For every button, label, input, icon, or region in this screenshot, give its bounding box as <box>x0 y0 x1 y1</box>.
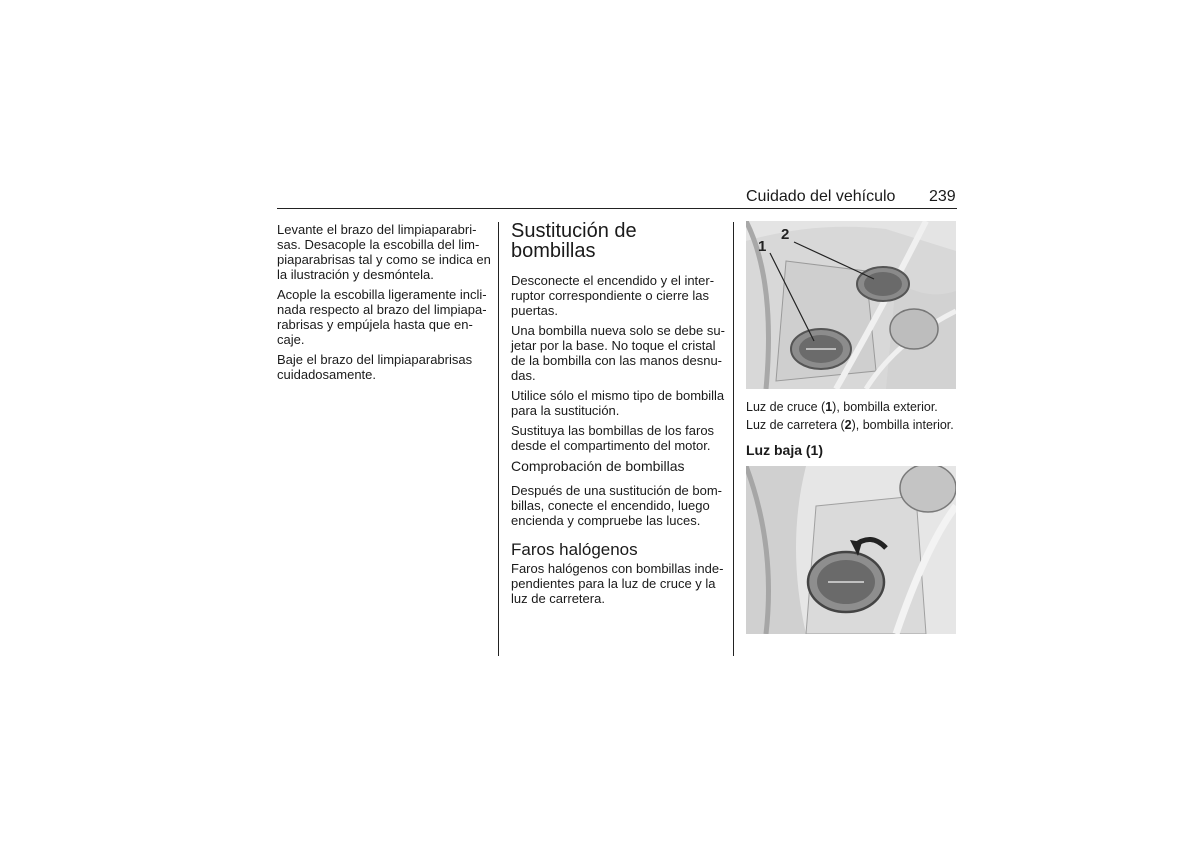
paragraph: Una bombilla nueva solo se debe su- jetar por la base. No toque el cristal de la bombilla con las manos desnu- das. <box>511 323 725 383</box>
headlamp-figure <box>746 221 956 389</box>
paragraph: Acople la escobilla ligeramente incli- nada respecto al brazo del limpiapa- rabrisas y empújela hasta que en- caje. <box>277 287 487 347</box>
section-heading: Faros halógenos <box>511 540 638 559</box>
header-rule <box>277 208 957 209</box>
subheading: Luz baja (1) <box>746 442 824 458</box>
right-column-subheading <box>746 442 956 458</box>
left-column <box>277 222 492 387</box>
paragraph: Faros halógenos con bombillas inde- pendientes para la luz de cruce y la luz de carretera. <box>511 561 724 606</box>
page-number: 239 <box>929 188 956 205</box>
paragraph: Utilice sólo el mismo tipo de bombilla para la sustitución. <box>511 388 725 418</box>
paragraph: Desconecte el encendido y el inter- ruptor correspondiente o cierre las puertas. <box>511 273 715 318</box>
low-beam-illustration <box>746 466 956 634</box>
paragraph: Sustituya las bombillas de los faros desde el compartimento del motor. <box>511 423 715 453</box>
paragraph: Después de una sustitución de bom- billas, conecte el encendido, luego encienda y compruebe las luces. <box>511 483 723 528</box>
middle-column <box>511 221 726 611</box>
headlamp-illustration <box>746 221 956 389</box>
figure-caption-1: Luz de cruce (1), bombilla exterior. <box>746 400 938 414</box>
column-divider-left <box>498 222 499 656</box>
figure-caption-2: Luz de carretera (2), bombilla interior. <box>746 418 954 432</box>
low-beam-figure <box>746 466 956 634</box>
paragraph: Baje el brazo del limpiaparabrisas cuidadosamente. <box>277 352 473 382</box>
column-divider-right <box>733 222 734 656</box>
section-heading: Sustitución de bombillas <box>511 220 637 262</box>
paragraph: Levante el brazo del limpiaparabri- sas. Desacople la escobilla del lim- piaparabrisas tal y como se indica en la ilustración y desmóntela. <box>277 222 491 282</box>
callout-1: 1 <box>758 238 767 255</box>
subheading: Comprobación de bombillas <box>511 458 685 474</box>
page-header-title: Cuidado del vehículo <box>746 188 896 205</box>
callout-2: 2 <box>781 226 790 243</box>
